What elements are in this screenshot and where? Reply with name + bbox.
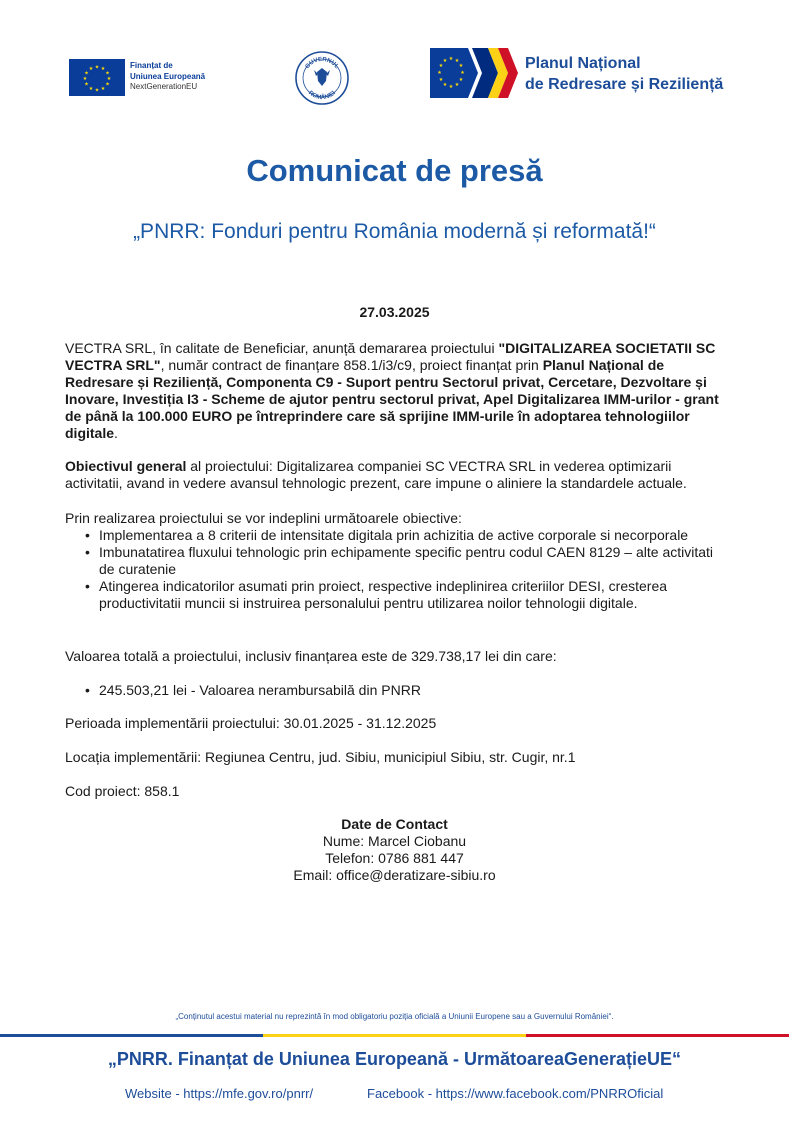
pnrr-label-line1: Planul Național	[525, 55, 641, 72]
intro-paragraph	[65, 340, 730, 442]
svg-text:★: ★	[454, 58, 460, 64]
svg-text:★: ★	[442, 58, 448, 64]
release-date: 27.03.2025	[359, 304, 430, 320]
eu-funding-line2: Uniunea Europeană	[130, 71, 206, 81]
value-list	[65, 682, 730, 699]
eu-flag-icon	[69, 59, 125, 96]
program-description: Planul Național de Redresare și Reziliență, Componenta C9 - Suport pentru Sectorul privat, Cercetare, Dezvoltare și Inovare, Investiția I3 - Scheme de ajutor pentru sectorul privat, Apel Digitalizarea IMM-urilor - grant de până la 100.000 EURO pe întreprindere care să sprijine IMM-urile în adoptarea tehnologiilor digitale	[65, 357, 719, 441]
intro-text-3: .	[114, 425, 118, 441]
footer-slogan: „PNRR. Finanțat de Uniunea Europeană - UrmătoareaGenerațieUE“	[107, 1049, 682, 1069]
svg-text:★: ★	[458, 63, 464, 69]
objectives-list	[65, 527, 730, 612]
list-item: • Implementarea a 8 criterii de intensitate digitala prin achizitia de active corporale si necorporale	[86, 527, 730, 544]
website-link[interactable]: Website - https://mfe.gov.ro/pnrr/	[125, 1086, 314, 1101]
svg-text:★: ★	[94, 87, 100, 94]
eu-funding-label	[130, 61, 205, 93]
intro-text-1: VECTRA SRL, în calitate de Beneficiar, anunță demararea proiectului	[65, 340, 499, 356]
svg-text:★: ★	[100, 86, 106, 92]
seal-bottom-text: ROMÂNIEI	[307, 90, 337, 102]
pnrr-label	[525, 53, 723, 95]
contact-heading: Date de Contact	[341, 816, 448, 832]
objective-text: al proiectului: Digitalizarea companiei SC VECTRA SRL in vederea optimizarii activitatii, avand in vedere avansul tehnologic prezent, care impune o aliniere la standardele actuale.	[65, 458, 687, 491]
svg-text:★: ★	[100, 66, 106, 72]
page-title: Comunicat de presă	[246, 153, 543, 188]
list-item: • Atingerea indicatorilor asumati prin proiect, respective indeplinirea criteriilor DESI, cresterea productivitatii muncii si instruirea personalului pentru utilizarea noilor tehnologii digitale.	[86, 578, 730, 612]
svg-text:★: ★	[442, 82, 448, 88]
page-subtitle: „PNRR: Fonduri pentru România modernă și reformată!“	[133, 220, 656, 243]
project-value: Valoarea totală a proiectului, inclusiv finanțarea este de 329.738,17 lei din care:	[65, 648, 557, 664]
project-code: Cod proiect: 858.1	[65, 783, 180, 799]
contact-name: Nume: Marcel Ciobanu	[322, 833, 467, 849]
objective-paragraph	[65, 458, 730, 492]
pnrr-label-line2: de Redresare și Reziliență	[525, 76, 724, 93]
government-seal-icon	[294, 50, 350, 106]
pnrr-flag-arrows-icon	[430, 48, 518, 98]
svg-text:★: ★	[105, 81, 110, 88]
svg-text:★: ★	[448, 84, 454, 90]
disclaimer: „Conținutul acestui material nu reprezintă în mod obligatoriu poziția oficială a Uniunii Europene sau a Guvernului României“.	[175, 1012, 614, 1021]
objective-label: Obiectivul general	[65, 458, 187, 474]
list-item: • Imbunatatirea fluxului tehnologic prin echipamente specific pentru codul CAEN 8129 – alte activitati de curatenie	[86, 544, 730, 578]
seal-top-text: GUVERNUL	[304, 56, 340, 71]
contact-block	[0, 816, 789, 884]
objectives-section	[65, 510, 730, 612]
intro-text-2: , număr contract de finanțare 858.1/i3/c9, proiect finanțat prin	[160, 357, 543, 373]
facebook-link[interactable]: Facebook - https://www.facebook.com/PNRROficial	[367, 1086, 664, 1101]
svg-text:★: ★	[458, 77, 464, 83]
svg-text:★: ★	[448, 56, 454, 62]
svg-text:★: ★	[94, 64, 100, 71]
svg-text:★: ★	[88, 66, 94, 72]
svg-text:★: ★	[88, 86, 94, 92]
svg-text:★: ★	[437, 70, 442, 76]
svg-text:★: ★	[438, 63, 444, 69]
project-name: "DIGITALIZAREA SOCIETATII SC VECTRA SRL"	[65, 340, 716, 373]
svg-text:★: ★	[106, 76, 112, 82]
list-item: • 245.503,21 lei - Valoarea nerambursabilă din PNRR	[86, 682, 730, 699]
value-section	[65, 682, 730, 699]
contact-phone: Telefon: 0786 881 447	[325, 850, 464, 866]
svg-text:★: ★	[84, 81, 89, 88]
svg-text:★: ★	[454, 82, 460, 88]
svg-text:★: ★	[460, 70, 465, 76]
svg-text:★: ★	[82, 76, 88, 82]
implementation-period: Perioada implementării proiectului: 30.01.2025 - 31.12.2025	[65, 715, 437, 731]
eu-funding-line1: Finanțat de	[130, 61, 173, 70]
eu-funding-line3: NextGenerationEU	[130, 82, 198, 91]
implementation-location: Locația implementării: Regiunea Centru, jud. Sibiu, municipiul Sibiu, str. Cugir, nr.1	[65, 749, 576, 765]
svg-text:★: ★	[438, 77, 444, 83]
svg-text:★: ★	[84, 70, 89, 77]
objectives-intro: Prin realizarea proiectului se vor indeplini următoarele obiective:	[65, 510, 462, 526]
tricolor-divider	[0, 1034, 789, 1037]
svg-text:★: ★	[105, 70, 110, 77]
contact-email: Email: office@deratizare-sibiu.ro	[293, 867, 496, 883]
